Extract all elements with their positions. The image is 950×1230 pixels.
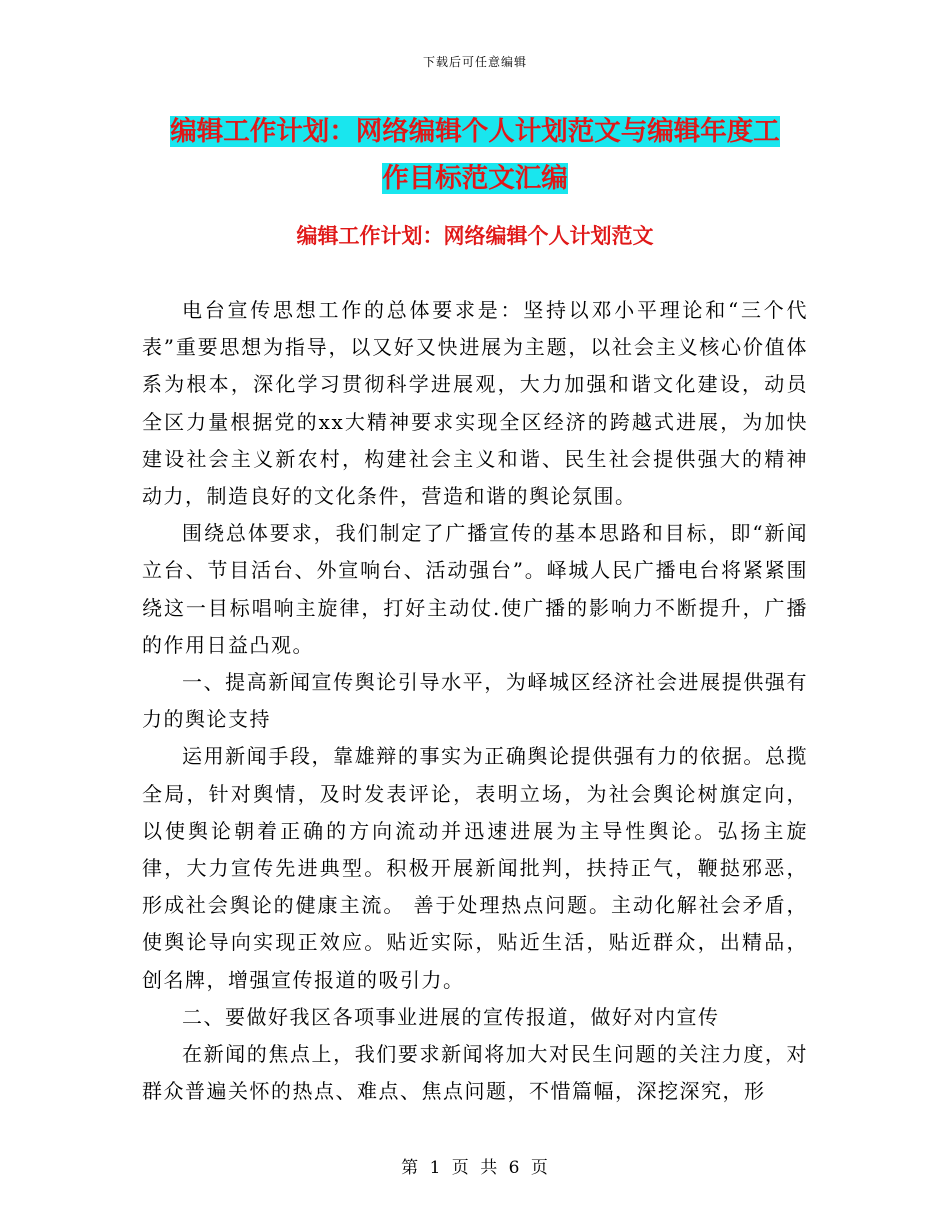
document-title-line-2: 作目标范文汇编 [382, 163, 568, 194]
paragraph: 围绕总体要求，我们制定了广播宣传的基本思路和目标，即“新闻立台、节目活台、外宣响台、活动强台”。峄城人民广播电台将紧紧围绕这一目标唱响主旋律，打好主动仗.使广播的影响力不断提升，广播的作用日益凸观。 [142, 521, 808, 657]
section-title: 编辑工作计划：网络编辑个人计划范文 [296, 224, 654, 248]
paragraph: 在新闻的焦点上，我们要求新闻将加大对民生问题的关注力度，对群众普遍关怀的热点、难点、焦点问题，不惜篇幅，深挖深究，形 [142, 1042, 808, 1104]
document-title [140, 108, 810, 202]
section-heading-2: 二、要做好我区各项事业进展的宣传报道，做好对内宣传 [182, 1004, 720, 1029]
section-heading-1: 一、提高新闻宣传舆论引导水平，为峄城区经济社会进展提供强有力的舆论支持 [142, 670, 808, 732]
header-note: 下载后可任意编辑 [422, 55, 527, 69]
page-number-footer: 第 1 页 共 6 页 [401, 1158, 549, 1178]
document-body [142, 292, 808, 1110]
paragraph: 运用新闻手段，靠雄辩的事实为正确舆论提供强有力的依据。总揽全局，针对舆情，及时发表评论，表明立场，为社会舆论树旗定向，以使舆论朝着正确的方向流动并迅速进展为主导性舆论。弘扬主旋律，大力宣传先进典型。积极开展新闻批判，扶持正气，鞭挞邪恶，形成社会舆论的健康主流。 善于处理热点问题。主动化解社会矛盾，使舆论导向实现正效应。贴近实际，贴近生活，贴近群众，出精品，创名牌，增强宣传报道的吸引力。 [142, 744, 808, 992]
document-title-line-1: 编辑工作计划：网络编辑个人计划范文与编辑年度工 [170, 116, 780, 147]
paragraph: 电台宣传思想工作的总体要求是：坚持以邓小平理论和“三个代表”重要思想为指导，以又好又快进展为主题，以社会主义核心价值体系为根本，深化学习贯彻科学进展观，大力加强和谐文化建设，动员全区力量根据党的xx大精神要求实现全区经济的跨越式进展，为加快建设社会主义新农村，构建社会主义和谐、民生社会提供强大的精神动力，制造良好的文化条件，营造和谐的舆论氛围。 [142, 298, 808, 509]
